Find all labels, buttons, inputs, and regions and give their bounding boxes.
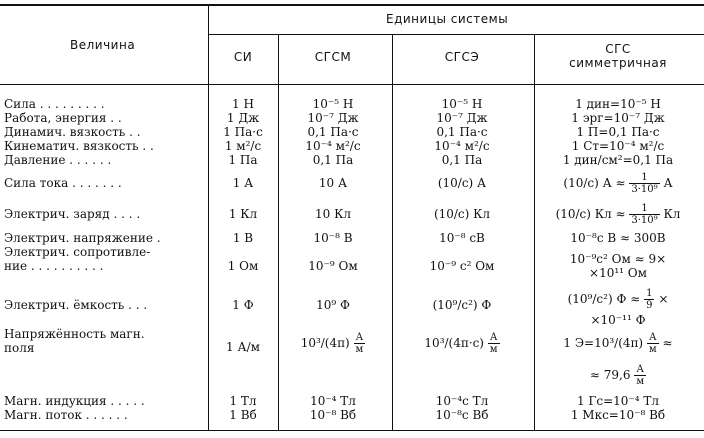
quantity-label: Сила . . . . . . . . . [4, 97, 105, 111]
fraction [629, 203, 659, 226]
sgs-unit: 1 П=0,1 Па·с [576, 125, 660, 139]
si-unit: 1 Па·с [223, 125, 263, 139]
sgse-unit: (10/с) А [437, 176, 487, 190]
header-sgse: СГСЭ [444, 50, 480, 64]
fraction-denominator: м [636, 376, 645, 387]
si-unit: 1 А [232, 176, 254, 190]
fraction-numerator: 1 [629, 203, 659, 215]
fraction-denominator: м [648, 344, 657, 355]
sgs-unit [534, 199, 702, 229]
header-quantity: Величина [70, 38, 136, 52]
quantity-label: Электрич. заряд . . . . [4, 207, 141, 221]
sgse-unit [392, 328, 532, 358]
si-unit: 1 Ф [232, 298, 254, 312]
header-units-of-system: Единицы системы [386, 12, 509, 26]
fraction-numerator: 1 [629, 172, 659, 184]
quantity-label-line2: ние . . . . . . . . . . [4, 259, 104, 273]
sgsm-unit: 10⁻⁸ Вб [309, 408, 357, 422]
sgsm-unit: 10⁻⁷ Дж [307, 111, 359, 125]
sgse-prefix: 10³/(4π·с) [424, 336, 484, 350]
header-sgsm: СГСМ [314, 50, 352, 64]
fraction [634, 364, 646, 387]
sgs-prefix: (10/с) А ≈ [563, 176, 626, 190]
sgse-unit: 0,1 Па [441, 153, 483, 167]
fraction-denominator: м [489, 344, 498, 355]
sgs-prefix: (10⁹/с²) Ф ≈ [567, 292, 641, 306]
fraction-numerator: А [647, 332, 659, 344]
fraction-denominator: 3·10⁹ [631, 215, 658, 226]
fraction [488, 332, 500, 355]
quantity-label: Динамич. вязкость . . [4, 125, 141, 139]
si-unit: 1 Дж [226, 111, 260, 125]
si-unit: 1 В [232, 231, 254, 245]
sgs-unit: 1 дин/см²=0,1 Па [562, 153, 674, 167]
si-unit: 1 Ом [227, 259, 259, 273]
header-si: СИ [233, 50, 253, 64]
sgs-suffix: А [663, 176, 673, 190]
sgs-unit: 1 дин=10⁻⁵ Н [575, 97, 661, 111]
fraction-denominator: м [355, 344, 364, 355]
sgse-unit: 10⁻⁷ Дж [436, 111, 488, 125]
fraction-denominator: 9 [646, 300, 653, 311]
fraction [629, 172, 659, 195]
sgs-prefix: ≈ 79,6 [589, 368, 631, 382]
sgs-unit: 1 Мкс=10⁻⁸ Вб [570, 408, 666, 422]
quantity-label-line2: поля [4, 341, 35, 355]
quantity-label: Электрич. напряжение . [4, 231, 161, 245]
sgse-unit: 0,1 Па·с [436, 125, 488, 139]
fraction-numerator: 1 [646, 288, 653, 299]
header-sgs-line2: симметричная [569, 56, 667, 70]
sgs-unit-line2: ×10⁻¹¹ Ф [590, 313, 646, 327]
fraction-denominator: 3·10⁹ [631, 184, 658, 195]
sgse-unit: (10⁹/с²) Ф [432, 298, 492, 312]
sgsm-unit: 10⁻⁸ В [313, 231, 353, 245]
sgsm-unit: 0,1 Па [312, 153, 354, 167]
sgs-unit [534, 168, 702, 198]
quantity-label: Электрич. ёмкость . . . [4, 298, 148, 312]
sgsm-unit: 10 А [318, 176, 348, 190]
sgse-unit: 10⁻⁹ с² Ом [429, 259, 495, 273]
si-unit: 1 Па [228, 153, 258, 167]
sgs-suffix: × [658, 292, 669, 306]
sgsm-unit: 10⁻⁴ м²/с [305, 139, 361, 153]
bottom-rule [0, 430, 704, 431]
quantity-label: Магн. индукция . . . . . [4, 394, 145, 408]
si-unit: 1 Вб [229, 408, 257, 422]
sgsm-unit: 0,1 Па·с [307, 125, 359, 139]
sgsm-prefix: 10³/(4π) [300, 336, 350, 350]
header-sgs-line1: СГС [605, 42, 631, 56]
sgsm-unit: 10⁹ Ф [316, 298, 350, 312]
sgsm-unit: 10⁻⁵ Н [312, 97, 354, 111]
sgs-unit-line2 [534, 360, 702, 390]
sgs-unit: 10⁻⁸с В ≈ 300В [570, 231, 666, 245]
sgs-unit: 1 эрг=10⁻⁷ Дж [571, 111, 665, 125]
sgse-unit: 10⁻⁸ сВ [439, 231, 485, 245]
sgs-suffix: Кл [663, 207, 681, 221]
sgs-unit: 1 Ст=10⁻⁴ м²/с [571, 139, 665, 153]
sgsm-unit: 10⁻⁴ Тл [310, 394, 356, 408]
fraction-numerator: А [354, 332, 366, 344]
sgsm-unit: 10 Кл [315, 207, 351, 221]
si-unit: 1 Кл [228, 207, 258, 221]
sgs-suffix: ≈ [662, 336, 673, 350]
sgse-unit: 10⁻⁵ Н [441, 97, 483, 111]
top-rule [0, 4, 704, 6]
sgse-unit: 10⁻⁸с Вб [435, 408, 489, 422]
sgs-prefix: (10/с) Кл ≈ [555, 207, 626, 221]
sgse-unit: (10/с) Кл [433, 207, 491, 221]
si-unit: 1 Тл [229, 394, 257, 408]
quantity-label: Кинематич. вязкость . . [4, 139, 154, 153]
quantity-label: Работа, энергия . . [4, 111, 122, 125]
sgs-unit-line1 [534, 284, 702, 314]
sgs-unit-line2: ×10¹¹ Ом [589, 266, 647, 280]
fraction [644, 288, 654, 311]
quantity-label: Сила тока . . . . . . . [4, 176, 122, 190]
subheader-rule [208, 34, 704, 35]
si-unit: 1 м²/с [224, 139, 262, 153]
sgse-unit: 10⁻⁴с Тл [435, 394, 489, 408]
si-unit: 1 Н [232, 97, 254, 111]
fraction-numerator: А [488, 332, 500, 344]
sgs-unit-line1: 10⁻⁹с² Ом ≈ 9× [569, 252, 667, 266]
header-bottom-rule [0, 84, 704, 85]
quantity-label-line1: Напряжённость магн. [4, 327, 145, 341]
quantity-label-line1: Электрич. сопротивле- [4, 245, 151, 259]
fraction [647, 332, 659, 355]
sgs-unit: 1 Гс=10⁻⁴ Тл [576, 394, 660, 408]
sgse-unit: 10⁻⁴ м²/с [434, 139, 490, 153]
fraction-numerator: А [634, 364, 646, 376]
sgs-unit-line1 [534, 328, 702, 358]
quantity-label: Давление . . . . . . [4, 153, 112, 167]
sgsm-unit [278, 328, 388, 358]
sgs-prefix: 1 Э=10³/(4π) [563, 336, 644, 350]
fraction [354, 332, 366, 355]
si-unit: 1 А/м [226, 340, 260, 354]
sgsm-unit: 10⁻⁹ Ом [308, 259, 358, 273]
quantity-label: Магн. поток . . . . . . [4, 408, 128, 422]
